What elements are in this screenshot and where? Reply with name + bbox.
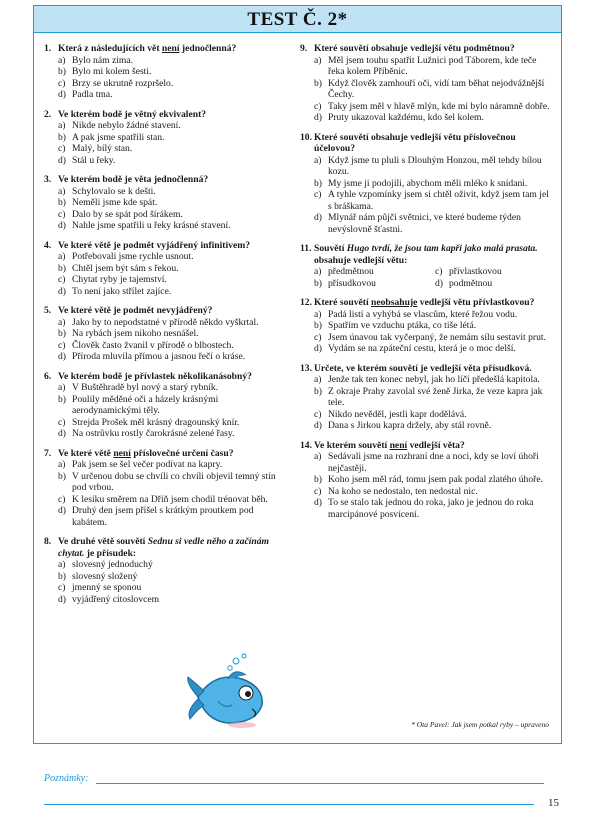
answer-option [44, 55, 284, 67]
answer-option [300, 155, 552, 178]
question-text-end: vedlejší věta? [407, 439, 465, 451]
question-text [314, 440, 552, 452]
answer-option [300, 178, 552, 190]
question-text-start: Souvětí [314, 243, 347, 254]
answer-option [300, 101, 552, 113]
question-text: Které souvětí obsahuje vedlejší větu podmětnou? [314, 43, 515, 54]
question-text [314, 297, 552, 309]
option-letter: c) [58, 416, 66, 428]
option-letter: d) [314, 112, 322, 123]
option-text: To není jako střílet zajíce. [72, 285, 172, 297]
option-letter: a) [58, 185, 66, 197]
question-stem [44, 371, 284, 383]
question-number: 12. [300, 297, 312, 308]
question-number: 4. [44, 239, 52, 251]
option-text: Bylo nám zima. [72, 54, 134, 66]
option-letter: c) [58, 208, 66, 220]
option-text: Na koho se nedostalo, ten nedostal nic. [328, 485, 478, 497]
question-text: Určete, ve kterém souvětí je vedlejší věta přísudková. [314, 362, 532, 374]
question-number: 11. [300, 243, 312, 254]
question-number: 10. [300, 131, 312, 143]
option-letter: b) [314, 177, 322, 189]
page-number: 15 [548, 797, 559, 809]
question-text: Ve kterém bodě je věta jednočlenná? [58, 174, 209, 185]
answer-option [44, 328, 284, 340]
question-text-start: Ve kterém souvětí [314, 439, 390, 451]
option-text: Padla tma. [72, 89, 113, 100]
question-text [58, 43, 284, 55]
answer-option [44, 120, 284, 132]
question-emphasis: není [161, 43, 180, 54]
option-letter: c) [314, 485, 322, 497]
answer-option [44, 209, 284, 221]
option-letter: c) [58, 143, 66, 154]
question-number: 9. [300, 43, 308, 54]
option-letter: a) [314, 451, 322, 462]
option-text: A pak jsme spatřili stan. [72, 131, 165, 143]
answer-option [44, 132, 284, 144]
option-text: jmenný se sponou [72, 582, 142, 593]
question-text: Ve které větě je podmět vyjádřený infinitivem? [58, 239, 251, 251]
option-text: Strejda Prošek měl krásný dragounský knír. [72, 416, 240, 428]
answer-option [300, 55, 552, 78]
option-text: podmětnou [449, 277, 493, 289]
question-text [58, 536, 284, 559]
option-letter: a) [314, 154, 322, 166]
option-text: Schylovalo se k dešti. [72, 185, 156, 197]
question-text: Ve kterém bodě je větný ekvivalent? [58, 108, 207, 120]
question-number: 3. [44, 174, 52, 185]
answer-option [300, 409, 552, 421]
option-letter: a) [58, 459, 66, 470]
option-text: Chytat ryby je tajemství. [72, 274, 167, 285]
option-letter: d) [435, 277, 443, 289]
option-letter: d) [58, 89, 66, 100]
answer-option [44, 263, 284, 275]
answer-option [44, 594, 284, 606]
answer-option [44, 317, 284, 329]
option-text: Měl jsem touhu spatřit Lužnici pod Táborem, kde teče řeka kolem Příběnic. [328, 54, 537, 77]
answer-option [300, 212, 552, 235]
answer-option [300, 497, 552, 520]
answer-option [300, 112, 552, 124]
option-letter: a) [314, 54, 322, 66]
question-text [314, 243, 552, 266]
option-text: Bylo mi kolem šesti. [72, 66, 152, 77]
question-text: Které souvětí obsahuje vedlejší větu příslovečnou účelovou? [314, 131, 516, 154]
option-text: Mlynář nám půjčí světnici, ve které budeme týden nevýslovně šťastni. [328, 212, 521, 235]
answer-option [44, 582, 284, 594]
option-text: Malý, bílý stan. [72, 143, 133, 154]
answer-option [300, 451, 552, 474]
answer-option [44, 220, 284, 232]
fish-illustration [184, 653, 274, 733]
question-text-start: Které souvětí [314, 297, 372, 308]
option-text: Potřebovali jsme rychle usnout. [72, 251, 194, 262]
question-8 [44, 536, 284, 605]
option-letter: c) [58, 582, 66, 593]
question-text-end: je přísudek: [84, 547, 137, 559]
option-letter: b) [314, 277, 322, 289]
question-quote: Sednu si vedle něho a začínám chytat. [58, 536, 269, 559]
option-text: A tyhle vzpomínky jsem si chtěl oživit, když jsem tam jel s bráškama. [328, 189, 549, 212]
option-letter: b) [58, 393, 66, 405]
answer-option [44, 66, 284, 78]
question-stem [44, 536, 284, 559]
option-text: přísudkovou [328, 277, 376, 289]
question-text: Ve které větě je podmět nevyjádřený? [58, 305, 213, 316]
question-stem [300, 363, 552, 375]
answer-option [300, 78, 552, 101]
answer-option [44, 471, 284, 494]
option-letter: b) [58, 66, 66, 77]
question-number: 8. [44, 536, 52, 547]
question-12 [300, 297, 552, 355]
answer-option [44, 559, 284, 571]
option-letter: b) [314, 320, 322, 331]
answer-option [300, 309, 552, 321]
question-emphasis: neobsahuje [371, 297, 418, 308]
option-letter: d) [314, 343, 322, 354]
question-emphasis: není [113, 447, 131, 459]
option-letter: c) [58, 77, 66, 89]
answer-option [300, 374, 552, 386]
answer-option [44, 459, 284, 471]
answer-option [314, 266, 431, 278]
question-text-start: Která z následujících vět [58, 43, 162, 54]
option-letter: b) [58, 131, 66, 143]
option-text: My jsme ji podojili, abychom měli mléko k snídani. [328, 177, 528, 189]
question-emphasis: není [389, 439, 408, 451]
option-text: V Buštěhradě byl nový a starý rybník. [72, 382, 219, 393]
question-4 [44, 240, 284, 298]
question-stem [300, 43, 552, 55]
option-letter: a) [314, 308, 322, 320]
option-letter: d) [314, 497, 322, 508]
question-stem [300, 132, 552, 155]
option-letter: a) [58, 251, 66, 262]
question-stem [44, 174, 284, 186]
option-letter: c) [435, 266, 443, 277]
option-text: Poulily měděné oči a házely krásnými aerodynamickými těly. [72, 393, 219, 416]
option-text: Nikde nebylo žádné stavení. [72, 120, 181, 131]
option-text: Když člověk zamhouří oči, vidí tam běhat nejodvážnější Čechy. [328, 77, 545, 100]
answer-option [44, 155, 284, 167]
option-text: Na ostrůvku rostly čarokrásné zelené řasy. [72, 428, 235, 439]
question-stem [44, 240, 284, 252]
question-number: 5. [44, 305, 52, 316]
option-text: K lesíku směrem na Dříň jsem chodil trénovat běh. [72, 493, 268, 505]
answer-option [44, 505, 284, 528]
answer-option [300, 332, 552, 344]
notes-line-2 [44, 804, 534, 805]
answer-option [44, 494, 284, 506]
answer-option [44, 428, 284, 440]
question-stem [44, 305, 284, 317]
answer-option [44, 286, 284, 298]
question-text-start: Ve které větě [58, 447, 114, 459]
question-quote: Hugo tvrdí, že jsou tam kapři jako malá prasata. [346, 243, 538, 254]
answer-option [44, 143, 284, 155]
option-text: Dalo by se spát pod šírákem. [72, 208, 183, 220]
answer-option [300, 343, 552, 355]
answer-option [435, 278, 552, 290]
answer-option [44, 351, 284, 363]
option-letter: c) [314, 331, 322, 343]
question-text-end: obsahuje vedlejší větu: [314, 254, 408, 266]
answer-option [300, 420, 552, 432]
option-letter: b) [314, 474, 322, 485]
question-number: 6. [44, 370, 52, 382]
option-letter: d) [314, 212, 322, 223]
option-text: Jako by to nepodstatné v přírodě někdo vyškrtal. [72, 316, 259, 328]
option-text: slovesný jednoduchý [72, 559, 153, 570]
option-letter: a) [58, 316, 66, 328]
option-text: Pruty ukazoval každému, kdo šel kolem. [328, 112, 484, 123]
question-11 [300, 243, 552, 289]
option-text: Jenže tak ten konec nebyl, jak ho líčí předešlá kapitola. [328, 374, 540, 385]
option-letter: c) [58, 274, 66, 285]
option-text: V určenou dobu se chvíli co chvíli objevil temný stín pod vrbou. [72, 470, 276, 493]
answer-option [300, 386, 552, 409]
test-header [33, 5, 562, 32]
option-text: Koho jsem měl rád, tomu jsem pak podal zlatého úhoře. [328, 474, 544, 485]
option-letter: a) [58, 120, 66, 131]
option-letter: b) [314, 77, 322, 89]
answer-option [44, 186, 284, 198]
option-letter: b) [58, 570, 66, 582]
option-text: Nikdo nevěděl, jestli kapr dodělává. [328, 408, 467, 420]
right-column [300, 43, 552, 528]
option-text: slovesný složený [72, 570, 138, 582]
answer-option [44, 394, 284, 417]
option-letter: d) [58, 285, 66, 297]
option-letter: d) [58, 154, 66, 166]
question-14 [300, 440, 552, 521]
answer-option [435, 266, 552, 278]
option-letter: c) [314, 189, 322, 200]
option-text: Když jsme tu pluli s Dlouhým Honzou, měl tehdy bílou kozu. [328, 154, 542, 177]
option-text: Sedávali jsme na rozhraní dne a noci, kdy se loví úhoři nejčastěji. [328, 451, 539, 474]
option-text: Padá listí a vyhýbá se vlascům, které řežou vodu. [328, 308, 518, 320]
question-number: 7. [44, 447, 52, 459]
question-stem [300, 297, 552, 309]
option-letter: b) [58, 262, 66, 274]
option-text: přívlastkovou [449, 266, 502, 277]
answer-option [300, 474, 552, 486]
question-1 [44, 43, 284, 101]
question-text-end: jednočlenná? [179, 43, 237, 54]
question-9 [300, 43, 552, 124]
option-letter: a) [58, 559, 66, 570]
answer-option [44, 251, 284, 263]
option-letter: a) [58, 54, 66, 66]
question-text [58, 448, 284, 460]
option-letter: d) [58, 505, 66, 516]
question-number: 2. [44, 108, 52, 120]
option-text: Pak jsem se šel večer podívat na kapry. [72, 459, 223, 470]
question-stem [300, 243, 552, 266]
option-text: Taky jsem měl v hlavě mlýn, kde mi bylo náramně dobře. [328, 100, 550, 112]
option-text: předmětnou [328, 266, 374, 277]
answer-option [44, 89, 284, 101]
question-stem [44, 448, 284, 460]
question-text: Ve kterém bodě je přívlastek několikanásobný? [58, 370, 252, 382]
option-text: vyjádřený citoslovcem [72, 593, 160, 605]
option-text: Chtěl jsem být sám s řekou. [72, 262, 179, 274]
option-letter: a) [314, 374, 322, 385]
answer-option [300, 189, 552, 212]
question-10 [300, 132, 552, 236]
option-text: Z okraje Prahy zavolal své ženě Jirka, že veze kapra jak tele. [328, 385, 543, 408]
option-text: Dana s Jirkou kapra držely, aby stál rovně. [328, 420, 492, 431]
option-letter: c) [58, 493, 66, 505]
answer-option [44, 78, 284, 90]
question-3 [44, 174, 284, 232]
option-text: Brzy se ukrutně rozpršelo. [72, 77, 174, 89]
answer-option [44, 571, 284, 583]
option-letter: d) [314, 420, 322, 431]
question-stem [300, 440, 552, 452]
source-citation: * Ota Pavel: Jak jsem potkal ryby – upraveno [411, 720, 549, 729]
option-letter: b) [314, 385, 322, 397]
question-stem [44, 109, 284, 121]
option-text: Stál u řeky. [72, 154, 116, 166]
left-column [44, 43, 284, 613]
option-text: To se stalo tak jednou do roka, jako je jednou do roka marcipánové posvícení. [328, 497, 534, 520]
option-text: Spatřím ve vzduchu ptáka, co tiše létá. [328, 320, 477, 331]
question-7 [44, 448, 284, 529]
option-letter: c) [314, 100, 322, 112]
option-letter: d) [58, 220, 66, 231]
option-text: Jsem únavou tak vyčerpaný, že nemám sílu sestavit prut. [328, 331, 546, 343]
question-5 [44, 305, 284, 363]
option-letter: a) [58, 382, 66, 393]
notes-line-1 [96, 783, 544, 784]
option-letter: a) [314, 266, 322, 277]
question-stem [44, 43, 284, 55]
option-text: Neměli jsme kde spát. [72, 197, 158, 208]
option-letter: c) [314, 408, 322, 420]
option-letter: d) [58, 351, 66, 362]
answer-option [44, 382, 284, 394]
answer-option [44, 340, 284, 352]
answer-option [44, 417, 284, 429]
question-2 [44, 109, 284, 167]
option-letter: b) [58, 197, 66, 208]
answer-option [300, 320, 552, 332]
question-13 [300, 363, 552, 432]
answer-option [314, 278, 431, 290]
question-number: 1. [44, 43, 52, 54]
question-number: 13. [300, 362, 312, 374]
option-text: Člověk často žvanil v přírodě o blbostech. [72, 339, 234, 351]
notes-label: Poznámky: [44, 773, 89, 784]
question-text-end: příslovečné určení času? [130, 447, 234, 459]
option-letter: d) [58, 593, 66, 605]
test-frame [33, 32, 562, 744]
page-title: TEST Č. 2* [247, 9, 348, 30]
option-text: Druhý den jsem přišel s krátkým proutkem pod kabátem. [72, 505, 254, 528]
option-text: Příroda mluvila přímou a jasnou řečí o kráse. [72, 351, 246, 362]
answer-option [44, 274, 284, 286]
option-letter: d) [58, 428, 66, 439]
question-number: 14. [300, 439, 312, 451]
answer-option [300, 486, 552, 498]
option-letter: b) [58, 470, 66, 482]
option-letter: b) [58, 328, 66, 339]
option-text: Nahle jsme spatřili u řeky krásné stavení. [72, 220, 231, 231]
question-text-start: Ve druhé větě souvětí [58, 536, 148, 547]
question-6 [44, 371, 284, 440]
option-text: Na rybách jsem nikoho nesnášel. [72, 328, 199, 339]
question-text-end: vedlejší větu přívlastkovou? [417, 297, 535, 308]
answer-option [44, 197, 284, 209]
option-text: Vydám se na zpáteční cestu, která je o moc delší. [328, 343, 516, 354]
option-letter: c) [58, 339, 66, 351]
answer-options [300, 266, 552, 289]
